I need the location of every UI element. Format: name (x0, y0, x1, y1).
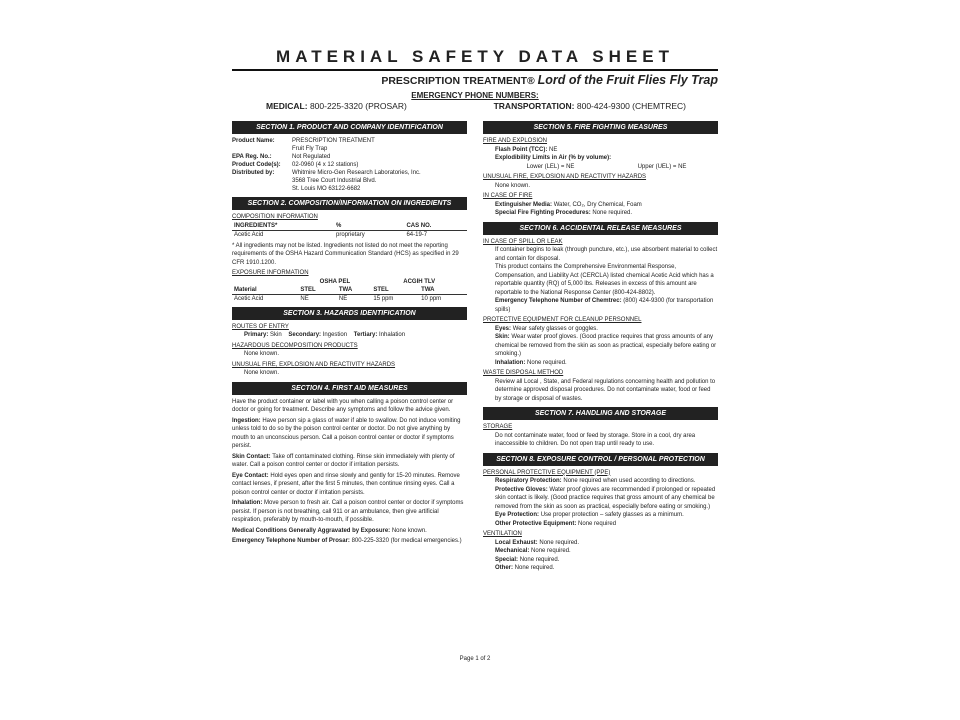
item-label: Eye Contact: (232, 472, 269, 479)
inhalation-value: None required. (527, 359, 567, 366)
tertiary-label: Tertiary: (353, 332, 378, 338)
emergency-heading: EMERGENCY PHONE NUMBERS: (411, 91, 539, 100)
item-label: Other Protective Equipment: (495, 520, 577, 527)
cleanup-eyes (483, 325, 718, 334)
list-item (483, 556, 718, 565)
section-4-header: SECTION 4. FIRST AID MEASURES (232, 382, 467, 395)
section-7-header: SECTION 7. HANDLING AND STORAGE (483, 407, 718, 420)
item-value: None required (578, 520, 617, 527)
table-cell: 10 ppm (421, 295, 442, 302)
primary-value: Skin (270, 332, 282, 338)
eyes-value: Wear safety glasses or goggles. (512, 325, 598, 332)
item-value: 800-225-3320 (for medical emergencies.) (351, 538, 462, 544)
list-item (232, 527, 467, 536)
first-aid-list (232, 417, 467, 546)
spill-heading: IN CASE OF SPILL OR LEAK (483, 238, 563, 245)
item-value: Fruit Fly Trap (292, 146, 328, 152)
product-title: Lord of the Fruit Flies Fly Trap (537, 73, 718, 87)
list-item (232, 177, 467, 185)
chemtrec-phone (483, 297, 718, 314)
document-title: MATERIAL SAFETY DATA SHEET (276, 47, 674, 66)
list-item (232, 137, 467, 145)
hdp-heading: HAZARDOUS DECOMPOSITION PRODUCTS (232, 342, 358, 349)
secondary-value: Ingestion (322, 332, 348, 338)
item-label (232, 145, 292, 153)
item-label: Medical Conditions Generally Aggravated by Exposure: (232, 527, 391, 534)
item-value: None required. (514, 565, 555, 571)
first-aid-intro: Have the product container or label with you when calling a poison control center or doctor or going for treatment. Describe any symptoms and follow the advice given. (232, 398, 454, 413)
item-value: St. Louis MO 63122-6682 (292, 186, 361, 192)
list-item (483, 486, 718, 512)
eyes-label: Eyes: (495, 325, 512, 332)
hdp-value: None known. (244, 351, 280, 357)
col-cas: CAS NO. (404, 222, 467, 231)
list-item (483, 547, 718, 556)
composition-heading: COMPOSITION INFORMATION (232, 214, 318, 220)
list-item (232, 145, 467, 153)
item-label (232, 177, 292, 185)
table-cell: Acetic Acid (234, 295, 264, 302)
item-value: Move person to fresh air. Call a poison control center or doctor if symptoms persist. If person is not breathing, call 911 or an ambulance, then give artificial respiration, preferably by mouth-to-mouth, if possible. (232, 500, 464, 523)
flash-label: Flash Point (TCC): (495, 146, 548, 153)
item-label: Emergency Telephone Number of Prosar: (232, 538, 350, 544)
ventilation-list (483, 539, 718, 573)
col-stel: STEL (371, 286, 419, 295)
ventilation-heading: VENTILATION (483, 531, 522, 537)
chemtrec-label: Emergency Telephone Number of Chemtrec: (495, 298, 622, 304)
list-item (483, 477, 718, 486)
title-rule (232, 69, 718, 71)
osha-heading: OSHA PEL (319, 278, 351, 285)
item-label: Product Code(s): (232, 162, 281, 168)
ingredients-note: * All ingredients may not be listed. Ingredients not listed do not meet the reporting requirements of the OSHA Hazard Communication Standard (HCS) as specified in 29 CFR 1910.1200. (232, 242, 459, 266)
item-label: Ingestion: (232, 417, 261, 424)
product-heading (232, 73, 718, 87)
emergency-phones (266, 101, 686, 111)
item-value: Use proper protection – safety glasses as a minimum. (540, 512, 684, 518)
item-value: Not Regulated (292, 154, 331, 160)
section-6-header: SECTION 6. ACCIDENTAL RELEASE MEASURES (483, 222, 718, 235)
list-item (483, 564, 718, 573)
list-item (483, 539, 718, 548)
acgih-heading: ACGIH TLV (403, 278, 436, 285)
section-1-body (232, 137, 467, 193)
item-value: Take off contaminated clothing. Rinse skin immediately with plenty of water. Call a poison control center or doctor if irritation persists. (232, 453, 455, 468)
right-column (483, 117, 718, 573)
cleanup-ppe-heading: PROTECTIVE EQUIPMENT FOR CLEANUP PERSONNEL (483, 317, 642, 323)
item-value: None required. (531, 548, 571, 554)
col-stel: STEL (298, 286, 336, 295)
item-value: 02-0960 (4 x 12 stations) (292, 162, 359, 168)
lower-limit: Lower (LEL) = NE (526, 163, 575, 170)
section-2-header: SECTION 2. COMPOSITION/INFORMATION ON INGREDIENTS (232, 197, 467, 210)
unusual-heading: UNUSUAL FIRE, EXPLOSION AND REACTIVITY HAZARDS (232, 361, 396, 368)
list-item (232, 472, 467, 498)
flash-point (483, 146, 718, 155)
skin-label: Skin: (495, 334, 510, 340)
section-3-header: SECTION 3. HAZARDS IDENTIFICATION (232, 307, 467, 320)
sff-value: None required. (592, 210, 633, 216)
col-material: Material (232, 286, 298, 295)
ppe-list (483, 477, 718, 528)
transport-phone: TRANSPORTATION: 800-424-9300 (CHEMTREC) (493, 101, 686, 111)
section-1-header: SECTION 1. PRODUCT AND COMPANY IDENTIFICATION (232, 121, 467, 134)
list-item (232, 185, 467, 193)
item-value: None required. (519, 556, 560, 563)
page-number: Page 1 of 2 (459, 656, 491, 662)
table-cell: Acetic Acid (234, 231, 264, 238)
chemtrec-value: (800) 424-9300 (for transportation spills) (495, 298, 714, 313)
extinguisher-label: Extinguisher Media: (495, 201, 553, 208)
exposure-heading: EXPOSURE INFORMATION (232, 270, 309, 276)
list-item (232, 499, 467, 525)
list-item (232, 453, 467, 470)
item-value: Hold eyes open and rinse slowly and gently for 15-20 minutes. Remove contact lenses, if present, after the first 5 minutes, then continue rinsing eyes. Call a poison control center or doctor if irritation persists. (232, 472, 460, 496)
unusual-hazards-value: None known. (495, 182, 531, 189)
item-label: Skin Contact: (232, 453, 271, 460)
unusual-value: None known. (244, 370, 280, 376)
spill-text-2: This product contains the Comprehensive Environmental Response, Compensation, and Liability Act (CERCLA) listed chemical Acetic Acid which has a reportable quantity (RQ) of 5,000 lbs. Releases in excess of this amount are reportable to the National Response Center (800-424-8802). (495, 264, 714, 296)
explodibility-limits (483, 154, 718, 163)
list-item (483, 520, 718, 529)
waste-heading: WASTE DISPOSAL METHOD (483, 370, 564, 376)
list-item (232, 161, 467, 169)
col-twa: TWA (419, 286, 467, 295)
table-cell: NE (338, 295, 348, 302)
item-label: Special: (495, 556, 519, 563)
table-cell: NE (300, 295, 309, 302)
list-item (232, 153, 467, 161)
ppe-heading: PERSONAL PROTECTIVE EQUIPMENT (PPE) (483, 469, 611, 476)
storage-text: Do not contaminate water, food or feed by storage. Store in a cool, dry area inaccessible to children. Do not open trap until ready to use. (495, 432, 696, 447)
list-item (232, 417, 467, 451)
upper-limit: Upper (UEL) = NE (637, 163, 687, 170)
explodibility-label: Explodibility Limits in Air (% by volume): (495, 155, 612, 161)
list-item (232, 169, 467, 177)
case-of-fire-heading: IN CASE OF FIRE (483, 193, 533, 199)
item-value: PRESCRIPTION TREATMENT (292, 138, 375, 144)
list-item (232, 537, 467, 546)
item-label: Other: (495, 565, 513, 571)
brand-name: PRESCRIPTION TREATMENT® (381, 75, 535, 87)
item-label: Protective Gloves: (495, 486, 548, 493)
item-value: None required. (539, 539, 580, 546)
table-cell: proprietary (336, 231, 365, 238)
item-label: Product Name: (232, 138, 275, 144)
extinguisher-media (483, 201, 718, 210)
exposure-table (232, 278, 467, 303)
cleanup-skin (483, 333, 718, 359)
tertiary-value: Inhalation (379, 332, 406, 338)
item-label: Local Exhaust: (495, 539, 538, 546)
item-value: 3568 Tree Court Industrial Blvd. (292, 178, 377, 184)
routes-heading: ROUTES OF ENTRY (232, 323, 289, 330)
table-cell: 64-19-7 (406, 231, 428, 238)
medical-phone: MEDICAL: 800-225-3320 (PROSAR) (266, 101, 407, 111)
ingredients-table (232, 222, 467, 239)
cleanup-inhalation (483, 359, 718, 368)
item-label: Distributed by: (232, 170, 275, 176)
col-twa: TWA (337, 286, 372, 295)
section-5-header: SECTION 5. FIRE FIGHTING MEASURES (483, 121, 718, 134)
flash-value: NE (549, 146, 558, 153)
storage-heading: STORAGE (483, 424, 513, 430)
table-cell: 15 ppm (373, 295, 394, 302)
extinguisher-value: Water, CO₂, Dry Chemical, Foam (553, 201, 642, 208)
item-label: Inhalation: (232, 500, 263, 506)
section-8-header: SECTION 8. EXPOSURE CONTROL / PERSONAL PROTECTION (483, 453, 718, 466)
spill-text-1: If container begins to leak (through puncture, etc.), use absorbent material to collect and contain for disposal. (495, 247, 718, 262)
item-value: Have person sip a glass of water if able to swallow. Do not induce vomiting unless told to do so by the poison control center or doctor. Do not give anything by mouth to an unconscious person. Call a poison control center or doctor if symptoms persist. (232, 417, 461, 449)
skin-value: Wear water proof gloves. (Good practice requires that gross amounts of any chemical be removed from the skin as soon as practical, especially before eating or smoking.) (495, 334, 717, 357)
item-value: None known. (391, 527, 427, 534)
waste-text: Review all Local , State, and Federal regulations concerning health and pollution to determine approved disposal procedures. Do not contaminate water, food or feed by storage or disposal of wastes. (495, 378, 716, 402)
item-label: Mechanical: (495, 548, 530, 554)
left-column (232, 117, 467, 573)
sff-label: Special Fire Fighting Procedures: (495, 210, 591, 216)
special-fire-fighting (483, 209, 718, 218)
item-label: Eye Protection: (495, 512, 540, 518)
secondary-label: Secondary: (288, 332, 322, 338)
inhalation-label: Inhalation: (495, 359, 526, 366)
item-label: Respiratory Protection: (495, 478, 562, 484)
item-label (232, 185, 292, 193)
list-item (483, 511, 718, 520)
item-value: Whitmire Micro-Gen Research Laboratories, Inc. (292, 170, 421, 176)
explosion-limits (483, 163, 718, 172)
unusual-hazards-heading: UNUSUAL FIRE, EXPLOSION AND REACTIVITY HAZARDS (483, 174, 647, 180)
table-cell (232, 278, 298, 286)
routes-of-entry (232, 331, 467, 340)
primary-label: Primary: (244, 332, 269, 338)
item-label: EPA Reg. No.: (232, 154, 272, 160)
fire-explosion-heading: FIRE AND EXPLOSION (483, 138, 548, 144)
col-percent: % (334, 222, 404, 231)
col-ingredients: INGREDIENTS* (232, 222, 334, 231)
msds-page (232, 40, 718, 662)
item-value: Water proof gloves are recommended if prolonged or repeated skin contact is likely. (Good practice requires that gross amount of any chemical be removed from the skin as soon as practical, especially before eating or smoking.) (495, 486, 716, 510)
item-value: None required when used according to directions. (563, 478, 696, 484)
